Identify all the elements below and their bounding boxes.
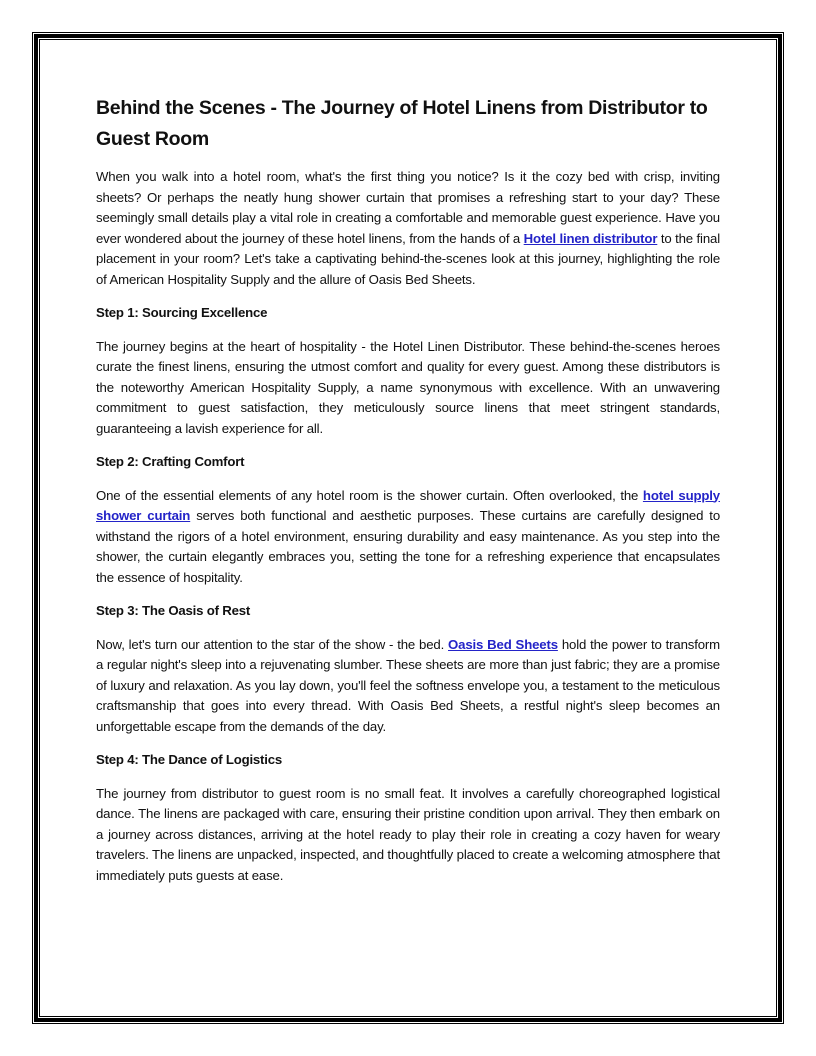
section-heading-step-1: Step 1: Sourcing Excellence [96,305,268,320]
intro-text-after: to the final placement in your room? Let's take a captivating behind-the-scenes look at this journey, highlighting the role of American Hospitality Supply and the allure of Oasis Bed Sheets. [96,230,720,287]
document-body [96,93,720,899]
hotel-linen-distributor-link[interactable]: Hotel linen distributor [523,230,658,246]
section-paragraph-step-4 [96,784,720,887]
section-heading-step-2: Step 2: Crafting Comfort [96,454,245,469]
section-paragraph-step-3 [96,635,720,738]
section-text: The journey begins at the heart of hospitality - the Hotel Linen Distributor. These behind-the-scenes heroes curate the finest linens, ensuring the utmost comfort and quality for every guest. Among these distributors is the noteworthy American Hospitality Supply, a name synonymous with excellence. With an unwavering commitment to guest satisfaction, they meticulously source linens that meet stringent standards, guaranteeing a lavish experience for all. [96,338,720,436]
hotel-supply-shower-curtain-link[interactable]: hotel supply shower curtain [96,487,720,523]
document-title: Behind the Scenes - The Journey of Hotel Linens from Distributor to Guest Room [96,97,708,150]
section-paragraph-step-1 [96,337,720,440]
section-heading-step-3: Step 3: The Oasis of Rest [96,603,251,618]
section-text: The journey from distributor to guest room is no small feat. It involves a carefully choreographed logistical dance. The linens are packaged with care, ensuring their pristine condition upon arrival. They then embark on a journey across distances, arriving at the hotel ready to play their role in creating a cozy haven for weary travelers. The linens are unpacked, inspected, and thoughtfully placed to create a welcoming atmosphere that immediately puts guests at ease. [96,785,720,883]
section-text-before: Now, let's turn our attention to the star of the show - the bed. [96,636,449,652]
intro-paragraph [96,167,720,290]
intro-text-before: When you walk into a hotel room, what's the first thing you notice? Is it the cozy bed with crisp, inviting sheets? Or perhaps the neatly hung shower curtain that promises a refreshing start to your day? These seemingly small details play a vital role in creating a comfortable and memorable guest experience. Have you ever wondered about the journey of these hotel linens, from the hands of a [96,169,720,246]
oasis-bed-sheets-link[interactable]: Oasis Bed Sheets [448,636,558,652]
section-text-after: hold the power to transform a regular night's sleep into a rejuvenating slumber. These sheets are more than just fabric; they are a promise of luxury and relaxation. As you lay down, you'll feel the softness envelope you, a testament to the meticulous craftsmanship that goes into every thread. With Oasis Bed Sheets, a restful night's sleep becomes an unforgettable escape from the demands of the day. [96,636,720,734]
section-paragraph-step-2 [96,486,720,589]
section-heading-step-4: Step 4: The Dance of Logistics [96,752,282,767]
section-text-before: One of the essential elements of any hotel room is the shower curtain. Often overlooked, the [96,487,643,503]
section-text-after: serves both functional and aesthetic purposes. These curtains are carefully designed to withstand the rigors of a hotel environment, ensuring durability and easy maintenance. As you step into the shower, the curtain elegantly embraces you, setting the tone for a refreshing experience that encapsulates the essence of hospitality. [96,508,720,585]
